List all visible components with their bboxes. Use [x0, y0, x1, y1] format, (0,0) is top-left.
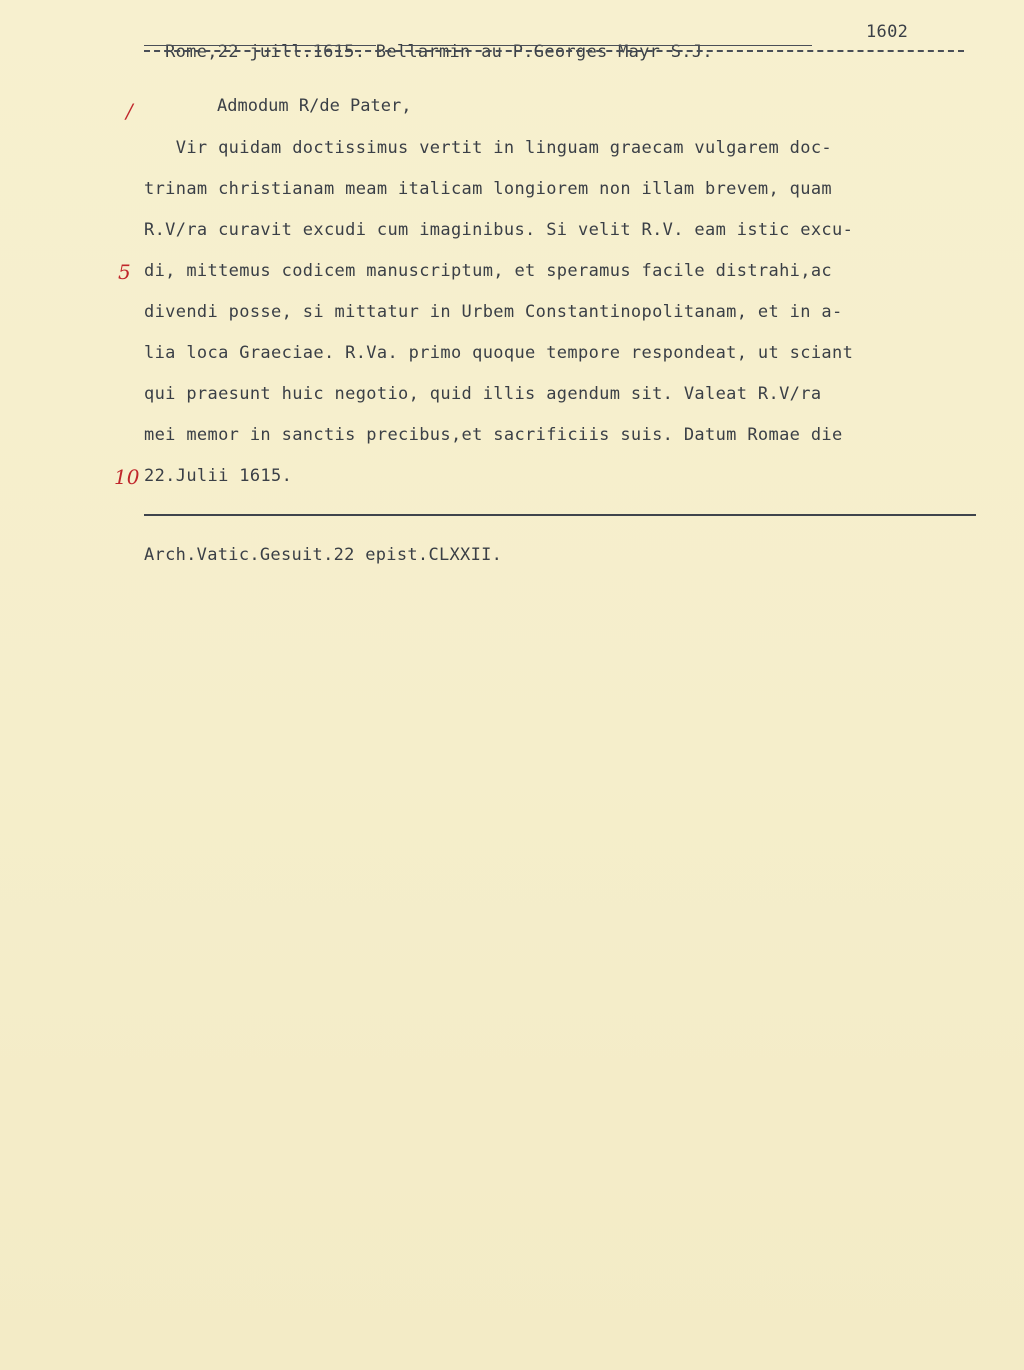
- body-line-8: mei memor in sanctis precibus,et sacrificiis suis. Datum Romae die: [144, 425, 843, 445]
- body-line-9: 22.Julii 1615.: [144, 466, 293, 486]
- body-line-2: trinam christianam meam italicam longiorem non illam brevem, quam: [144, 179, 833, 199]
- margin-mark-10: 10: [114, 465, 140, 489]
- body-line-7: qui praesunt huic negotio, quid illis agendum sit. Valeat R.V/ra: [144, 384, 822, 404]
- margin-mark-1: /: [126, 99, 133, 123]
- margin-mark-5: 5: [118, 260, 131, 284]
- salutation: Admodum R/de Pater,: [217, 96, 412, 116]
- header-title: Rome,22 juill.1615. Bellarmin au P.Georges Mayr S.J.: [165, 42, 713, 62]
- body-line-3: R.V/ra curavit excudi cum imaginibus. Si velit R.V. eam istic excu-: [144, 220, 854, 240]
- body-line-4: di, mittemus codicem manuscriptum, et speramus facile distrahi,ac: [144, 261, 833, 281]
- body-line-5: divendi posse, si mittatur in Urbem Constantinopolitanam, et in a-: [144, 302, 843, 322]
- archive-reference: Arch.Vatic.Gesuit.22 epist.CLXXII.: [144, 545, 503, 565]
- body-line-6: lia loca Graeciae. R.Va. primo quoque tempore respondeat, ut sciant: [144, 343, 854, 363]
- closing-rule: [144, 514, 976, 516]
- page-number: 1602: [866, 22, 909, 42]
- header-underline-left: [144, 45, 376, 46]
- document-header: [144, 22, 964, 62]
- header-dashed-rule: [144, 50, 964, 52]
- body-line-1: Vir quidam doctissimus vertit in linguam graecam vulgarem doc-: [144, 138, 833, 158]
- header-underline-right: [402, 45, 812, 46]
